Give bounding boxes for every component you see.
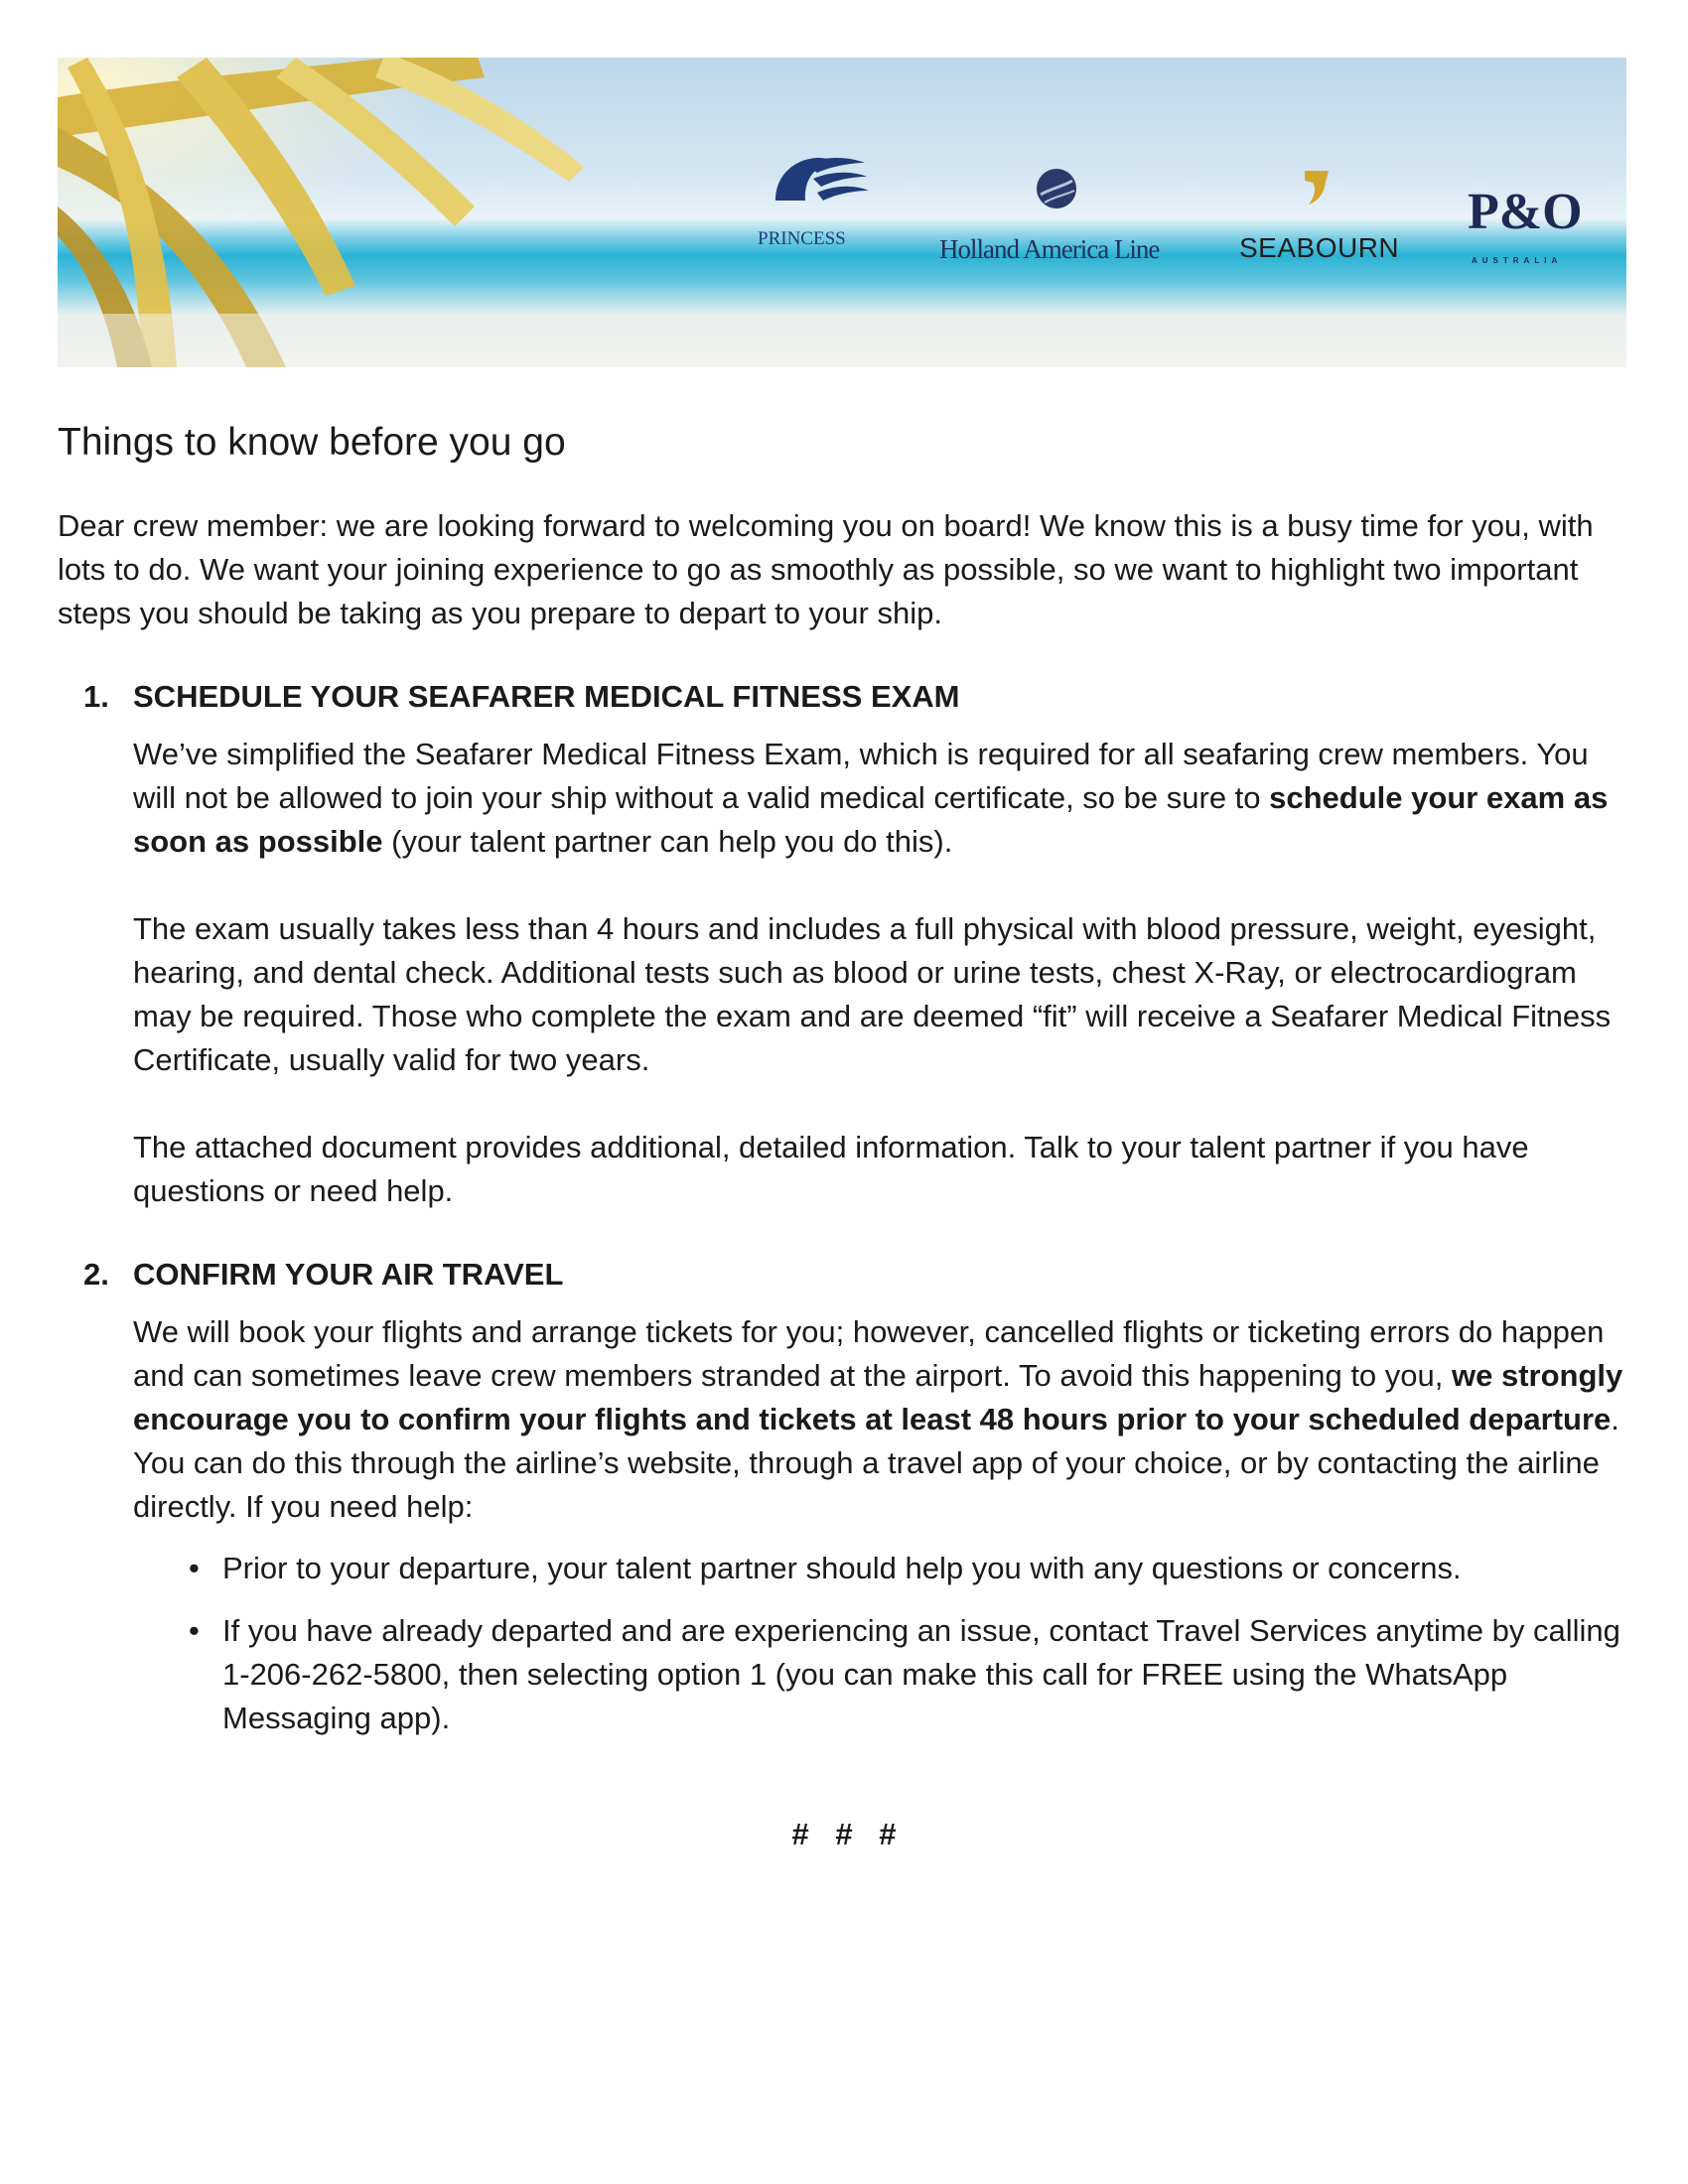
page-title: Things to know before you go bbox=[58, 421, 566, 464]
text-run: . You can do this through the airline’s website, through a travel app of your choice, or by contacting the airline directly. If you need help: bbox=[133, 1402, 1619, 1524]
intro-paragraph: Dear crew member: we are looking forward to welcoming you on board! We know this is a busy time for you, with lots to do. We want your joining experience to go as smoothly as possible, so we want to highlight two important steps you should be taking as you prepare to depart to your ship. bbox=[58, 508, 1594, 630]
section-number: 2. bbox=[83, 1257, 109, 1292]
po-subtitle: AUSTRALIA bbox=[1472, 256, 1563, 265]
header-banner bbox=[58, 58, 1626, 367]
text-run: (your talent partner can help you do this). bbox=[382, 824, 953, 859]
seabourn-seahorse-icon bbox=[1297, 167, 1336, 210]
list-item bbox=[189, 1547, 1628, 1590]
po-wordmark: P&O bbox=[1468, 184, 1583, 240]
section-air-travel bbox=[58, 1253, 1628, 1740]
list-item bbox=[189, 1609, 1628, 1740]
po-australia-logo bbox=[1468, 137, 1607, 266]
seabourn-logo bbox=[1239, 137, 1418, 266]
text-run: We’ve simplified the Seafarer Medical Fitness Exam, which is required for all seafaring crew members. You will not be allowed to join your ship without a valid medical certificate, so be sure to bbox=[133, 737, 1589, 815]
section-body bbox=[58, 733, 1628, 1213]
medical-exam-paragraph-3: The attached document provides additional, detailed information. Talk to your talent partner if you have questions or need help. bbox=[133, 1130, 1529, 1208]
bullet-icon: • bbox=[189, 1613, 200, 1648]
princess-logo bbox=[758, 137, 887, 266]
help-bullet-list bbox=[58, 1547, 1628, 1740]
section-number: 1. bbox=[83, 679, 109, 714]
holland-america-wordmark: Holland America Line bbox=[939, 234, 1160, 264]
end-mark: # # # bbox=[791, 1817, 897, 1851]
section-heading bbox=[58, 675, 1628, 719]
princess-wordmark: PRINCESS bbox=[758, 228, 846, 249]
air-travel-paragraph bbox=[133, 1310, 1628, 1529]
emphasis-text: we strongly encourage you to confirm your flights and tickets at least 48 hours prior to your scheduled departure bbox=[133, 1358, 1623, 1436]
princess-wave-icon bbox=[766, 141, 875, 220]
holland-america-logo bbox=[939, 137, 1178, 266]
letter-body bbox=[58, 415, 1628, 1759]
section-medical-exam bbox=[58, 675, 1628, 1213]
medical-exam-paragraph-2: The exam usually takes less than 4 hours and includes a full physical with blood pressure, weight, eyesight, hearing, and dental check. Additional tests such as blood or urine tests, chest X-Ray, or electrocardiogram may be required. Those who complete the exam and are deemed “fit” will receive a Seafarer Medical Fitness Certificate, usually valid for two years. bbox=[133, 911, 1612, 1077]
list-item-text: If you have already departed and are experiencing an issue, contact Travel Services anytime by calling 1-206-262-5800, then selecting option 1 (you can make this call for FREE using the WhatsApp Messaging app). bbox=[222, 1613, 1620, 1735]
section-heading-text: CONFIRM YOUR AIR TRAVEL bbox=[133, 1257, 564, 1292]
medical-exam-paragraph-1 bbox=[133, 733, 1628, 864]
holland-america-globe-icon bbox=[1027, 159, 1086, 218]
bullet-icon: • bbox=[189, 1551, 200, 1585]
section-heading bbox=[58, 1253, 1628, 1297]
text-run: We will book your flights and arrange tickets for you; however, cancelled flights or ticketing errors do happen and can sometimes leave crew members stranded at the airport. To avoid this happening to you, bbox=[133, 1314, 1605, 1393]
emphasis-text: schedule your exam as soon as possible bbox=[133, 780, 1609, 859]
section-heading-text: SCHEDULE YOUR SEAFARER MEDICAL FITNESS EXAM bbox=[133, 679, 960, 714]
section-body bbox=[58, 1310, 1628, 1529]
seabourn-wordmark: SEABOURN bbox=[1239, 232, 1400, 263]
list-item-text: Prior to your departure, your talent partner should help you with any questions or concerns. bbox=[222, 1551, 1462, 1585]
